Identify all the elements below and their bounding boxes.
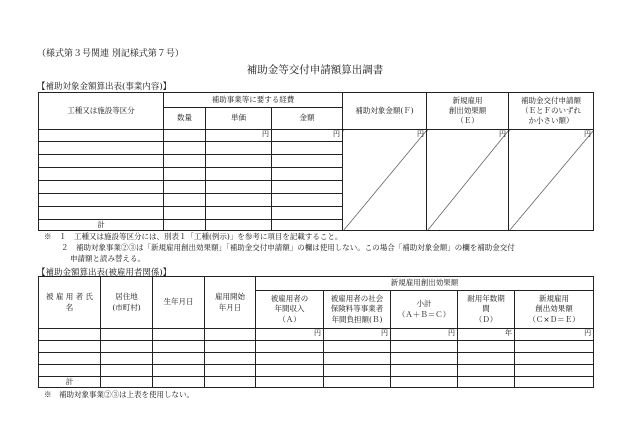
- header-useful-life: 耐用年数期 間 （Ｄ）: [458, 291, 515, 329]
- cell-grant-amount[interactable]: 円: [509, 130, 594, 231]
- header-amount: 金額: [272, 108, 343, 130]
- table-row: [39, 341, 594, 353]
- cell-useful-life[interactable]: 年: [458, 329, 515, 341]
- header-subsidy-target: 補助対象金額(Ｆ): [343, 93, 427, 130]
- header-residence: 居住地 (市町村): [101, 277, 153, 329]
- note2: ※ 補助対象事業②③は上表を使用しない。: [44, 390, 194, 399]
- total-label: 計: [39, 220, 164, 231]
- table-row: [39, 329, 594, 341]
- header-grant-amount: 補助金交付申請額 （ＥとＦのいずれ か小さい額）: [509, 93, 594, 130]
- header-unit-price: 単価: [206, 108, 272, 130]
- header-employment-start: 雇用開始 年月日: [205, 277, 256, 329]
- total-row: [39, 377, 594, 388]
- cell-work-type[interactable]: [39, 130, 164, 142]
- total-label: 計: [39, 377, 101, 388]
- header-employee-name: 被 雇 用 者 氏 名: [39, 277, 101, 329]
- header-work-type: 工種又は施設等区分: [39, 93, 164, 130]
- note1-line3: 申請額と読み替える。: [70, 254, 145, 263]
- note1-line1: ※ １ 工種又は施設等区分には、別表１「工種(例示)」を参考に項目を記載すること。: [44, 232, 343, 241]
- section1-heading: 【補助対象金額算出表(事業内容)】: [37, 82, 172, 92]
- header-new-hire-effect: 新規雇用 創出効果額 （Ｅ）: [427, 93, 509, 130]
- note1-line2: ２ 補助対象事業②③は「新規雇用創出効果額」「補助金交付申請額」の欄は使用しない。この場合「補助対象金額」の欄を補助金交付: [61, 243, 515, 252]
- header-new-hire-group: 新規雇用創出効果額: [256, 277, 594, 291]
- table-row: [39, 365, 594, 377]
- header-new-hire-effect: 新規雇用 創出効果額 （Ｃ×Ｄ＝Ｅ）: [515, 291, 594, 329]
- form-reference: （様式第３号関連 別記様式第７号）: [37, 49, 184, 59]
- table-row: [39, 130, 594, 142]
- document-title: 補助金等交付申請額算出調書: [246, 64, 384, 76]
- cell-new-hire-effect[interactable]: 円: [515, 329, 594, 341]
- employee-subsidy-table: [38, 276, 594, 388]
- cell-annual-income[interactable]: 円: [256, 329, 324, 341]
- header-annual-income: 被雇用者の 年間収入 （Ａ）: [256, 291, 324, 329]
- cell-amount[interactable]: 円: [272, 130, 343, 142]
- header-birth-date: 生年月日: [153, 277, 205, 329]
- cell-social-insurance[interactable]: 円: [324, 329, 391, 341]
- cell-subsidy-target[interactable]: 円: [343, 130, 427, 231]
- cell-subtotal[interactable]: 円: [391, 329, 458, 341]
- header-subtotal: 小計 （Ａ＋Ｂ＝Ｃ）: [391, 291, 458, 329]
- header-quantity: 数量: [164, 108, 206, 130]
- subsidy-target-table: [38, 92, 594, 231]
- section2-heading: 【補助金額算出表(被雇用者関係)】: [37, 268, 172, 278]
- cell-unit-price[interactable]: 円: [206, 130, 272, 142]
- cell-quantity[interactable]: [164, 130, 206, 142]
- cell-new-hire-effect[interactable]: 円: [427, 130, 509, 231]
- header-expense-group: 補助事業等に要する経費: [164, 93, 343, 108]
- header-social-insurance: 被雇用者の社会 保険料等事業者 年間負担額(Ｂ): [324, 291, 391, 329]
- table-row: [39, 353, 594, 365]
